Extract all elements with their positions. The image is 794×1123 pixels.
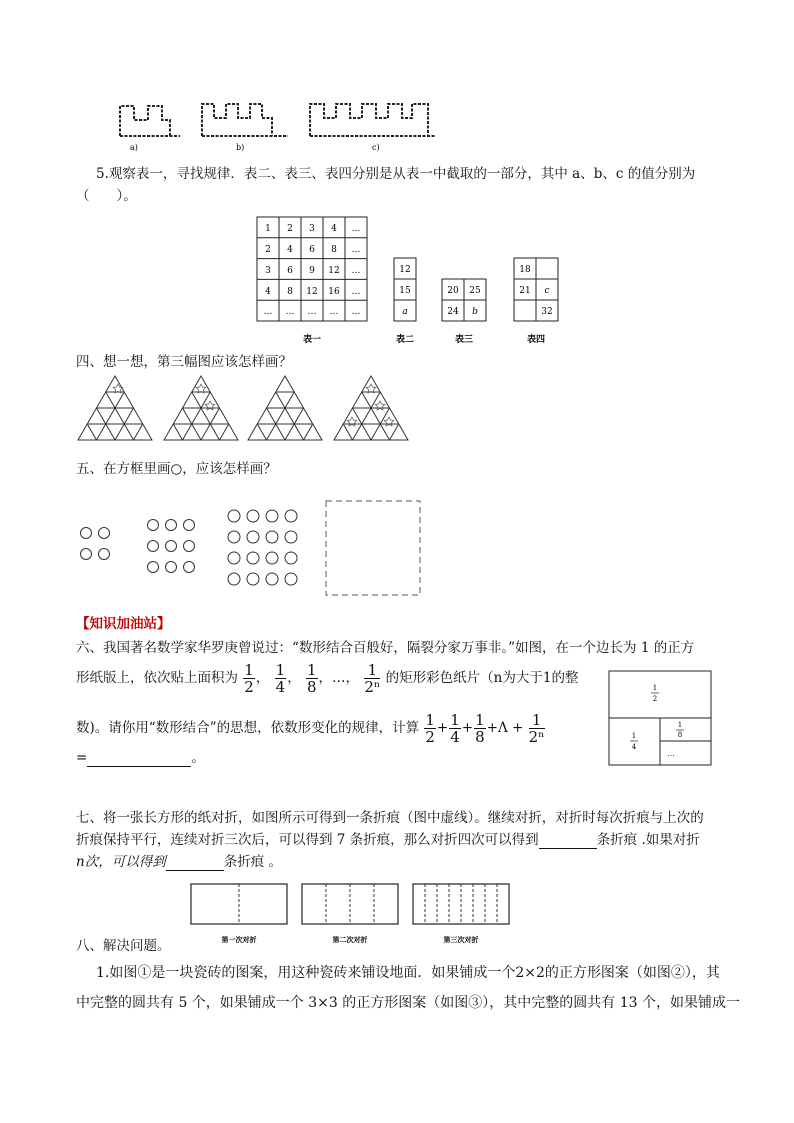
star-icon xyxy=(384,417,394,426)
sum-half: $\frac{1}{2}$ xyxy=(425,711,435,746)
label-b: b) xyxy=(236,143,245,152)
t1-cell: 12 xyxy=(306,287,318,297)
svg-text:8: 8 xyxy=(677,731,683,739)
t1-cell: 3 xyxy=(309,224,315,234)
t3-cell: b xyxy=(472,307,478,317)
t4-cell: 21 xyxy=(519,286,531,296)
t1-cell: 4 xyxy=(287,245,293,255)
q7-line2: 折痕保持平行，连续对折三次后，可以得到 7 条折痕，那么对折四次可以得到 条折痕 .如果对折 xyxy=(76,832,700,848)
star-icon xyxy=(205,401,215,410)
svg-text:1: 1 xyxy=(652,684,658,692)
q8-line2: 中完整的圆共有 5 个，如果铺成一个 3×3 的正方形图案（如图③），其中完整的圆共有 13 个，如果铺成一 xyxy=(76,995,740,1011)
circle-pattern-figures xyxy=(74,495,434,600)
q5-paren: （ ）。 xyxy=(76,188,137,204)
fraction-quarter: $\frac{1}{4}$ xyxy=(275,661,286,696)
fold-caption-1: 第一次对折 xyxy=(221,935,257,944)
fraction-eighth: $\frac{1}{8}$ xyxy=(306,661,317,696)
t1-cell: 8 xyxy=(287,287,293,297)
pattern-a xyxy=(120,106,170,136)
triangle-2 xyxy=(164,376,238,440)
triangle-figures xyxy=(74,373,418,445)
t1-cell: … xyxy=(351,245,361,255)
t4-cell: 32 xyxy=(541,307,553,317)
q7-line3: n次，可以得到 条折痕 。 xyxy=(76,854,282,870)
t1-cell: … xyxy=(351,224,361,234)
svg-text:4: 4 xyxy=(631,743,637,751)
t1-cell: … xyxy=(351,266,361,276)
q7-blank-four[interactable] xyxy=(539,832,597,849)
t3-cell: 20 xyxy=(447,286,459,296)
triangle-1 xyxy=(78,376,152,440)
t1-cell: … xyxy=(285,307,295,317)
t1-cell: 8 xyxy=(331,245,337,255)
svg-text:1: 1 xyxy=(631,732,637,740)
fraction-pow: $\frac{1}{\text{2ⁿ}}$ xyxy=(364,661,381,696)
q6-line2: 形纸版上，依次贴上面积为 $\frac{1}{2}$ ， $\frac{1}{4}$ ， $\frac{1}{8}$ ，…， $\frac{1}{\text{2ⁿ}}$ 的矩形彩色纸片（n为大于1的整 xyxy=(76,661,579,696)
fold-caption-3: 第三次对折 xyxy=(443,935,479,944)
table4-caption: 表四 xyxy=(526,335,546,345)
folding-figures xyxy=(188,882,514,948)
q8-title: 八、解决问题。 xyxy=(76,938,171,954)
t1-cell: … xyxy=(263,307,273,317)
answer-box xyxy=(326,501,420,595)
pattern-b xyxy=(202,104,272,136)
t4-cell: c xyxy=(544,286,550,296)
q6-answer-blank[interactable] xyxy=(87,750,191,767)
t4-cell: 18 xyxy=(519,265,531,275)
table3-caption: 表三 xyxy=(454,335,474,345)
t2-cell: 15 xyxy=(399,286,411,296)
triangle-3 xyxy=(248,376,322,440)
t2-cell: 12 xyxy=(399,265,411,275)
q5-text: 5.观察表一，寻找规律．表二、表三、表四分别是从表一中截取的一部分，其中 a、b、c 的值分别为 xyxy=(96,166,696,182)
svg-text:…: … xyxy=(667,750,675,758)
t1-cell: 16 xyxy=(328,287,340,297)
t1-cell: 6 xyxy=(309,245,315,255)
triangle-4 xyxy=(334,376,408,440)
t1-cell: 1 xyxy=(265,224,271,234)
q5b-title: 五、在方框里画○，应该怎样画？ xyxy=(76,461,277,477)
q6-line2-post: 的矩形彩色纸片（n为大于1的整 xyxy=(385,670,579,686)
label-a: a) xyxy=(130,143,138,152)
q7-line1: 七、将一张长方形的纸对折，如图所示可得到一条折痕（图中虚线）。继续对折，对折时每次折痕与上次的 xyxy=(76,810,704,826)
knowledge-tip-label: 【知识加油站】 xyxy=(76,616,171,632)
t1-cell: … xyxy=(351,287,361,297)
q6-line3: 数)。请你用“数形结合”的思想，依数形变化的规律，计算 $\frac{1}{2}$ + $\frac{1}{4}$ + $\frac{1}{8}$ +Λ + $\frac{1}{\text{2ⁿ}}$ xyxy=(76,711,545,746)
t3-cell: 24 xyxy=(447,307,459,317)
t1-cell: … xyxy=(351,307,361,317)
t1-cell: 3 xyxy=(265,266,271,276)
pattern-figures xyxy=(110,96,450,154)
q7-blank-n[interactable] xyxy=(166,854,224,871)
pattern-c xyxy=(310,104,428,136)
t2-cell: a xyxy=(402,307,408,317)
t1-cell: … xyxy=(307,307,317,317)
sum-quarter: $\frac{1}{4}$ xyxy=(450,711,460,746)
q6-line2-pre: 形纸版上，依次贴上面积为 xyxy=(76,670,238,686)
q6-answer-line: = 。 xyxy=(76,750,205,766)
t1-cell: 12 xyxy=(328,266,340,276)
q5-tables-figure xyxy=(252,212,568,348)
t1-cell: 4 xyxy=(331,224,337,234)
square-fraction-figure xyxy=(608,670,712,766)
t1-cell: 4 xyxy=(265,287,271,297)
q6-line1: 六、我国著名数学家华罗庚曾说过：“数形结合百般好，隔裂分家万事非。”如图，在一个边长为 1 的正方 xyxy=(76,640,695,656)
t1-cell: 2 xyxy=(265,245,271,255)
star-icon xyxy=(347,417,357,426)
sum-pow: $\frac{1}{\text{2ⁿ}}$ xyxy=(528,711,545,746)
t1-cell: 9 xyxy=(309,266,315,276)
table1-caption: 表一 xyxy=(302,335,322,345)
label-c: c) xyxy=(372,143,380,152)
t1-cell: 6 xyxy=(287,266,293,276)
t1-cell: … xyxy=(329,307,339,317)
q6-line3-pre: 数)。请你用“数形结合”的思想，依数形变化的规律，计算 xyxy=(76,720,420,736)
sum-eighth: $\frac{1}{8}$ xyxy=(475,711,485,746)
t3-cell: 25 xyxy=(469,286,481,296)
q8-line1: 1.如图①是一块瓷砖的图案，用这种瓷砖来铺设地面．如果铺成一个2×2的正方形图案（如图②），其 xyxy=(96,965,720,981)
t1-cell: 2 xyxy=(287,224,293,234)
fold-caption-2: 第二次对折 xyxy=(332,935,368,944)
svg-text:1: 1 xyxy=(677,721,683,729)
fraction-half: $\frac{1}{2}$ xyxy=(244,661,254,696)
table2-caption: 表二 xyxy=(395,335,415,345)
q4-title: 四、想一想，第三幅图应该怎样画？ xyxy=(76,354,292,370)
star-icon xyxy=(375,401,385,410)
svg-text:2: 2 xyxy=(652,695,658,703)
